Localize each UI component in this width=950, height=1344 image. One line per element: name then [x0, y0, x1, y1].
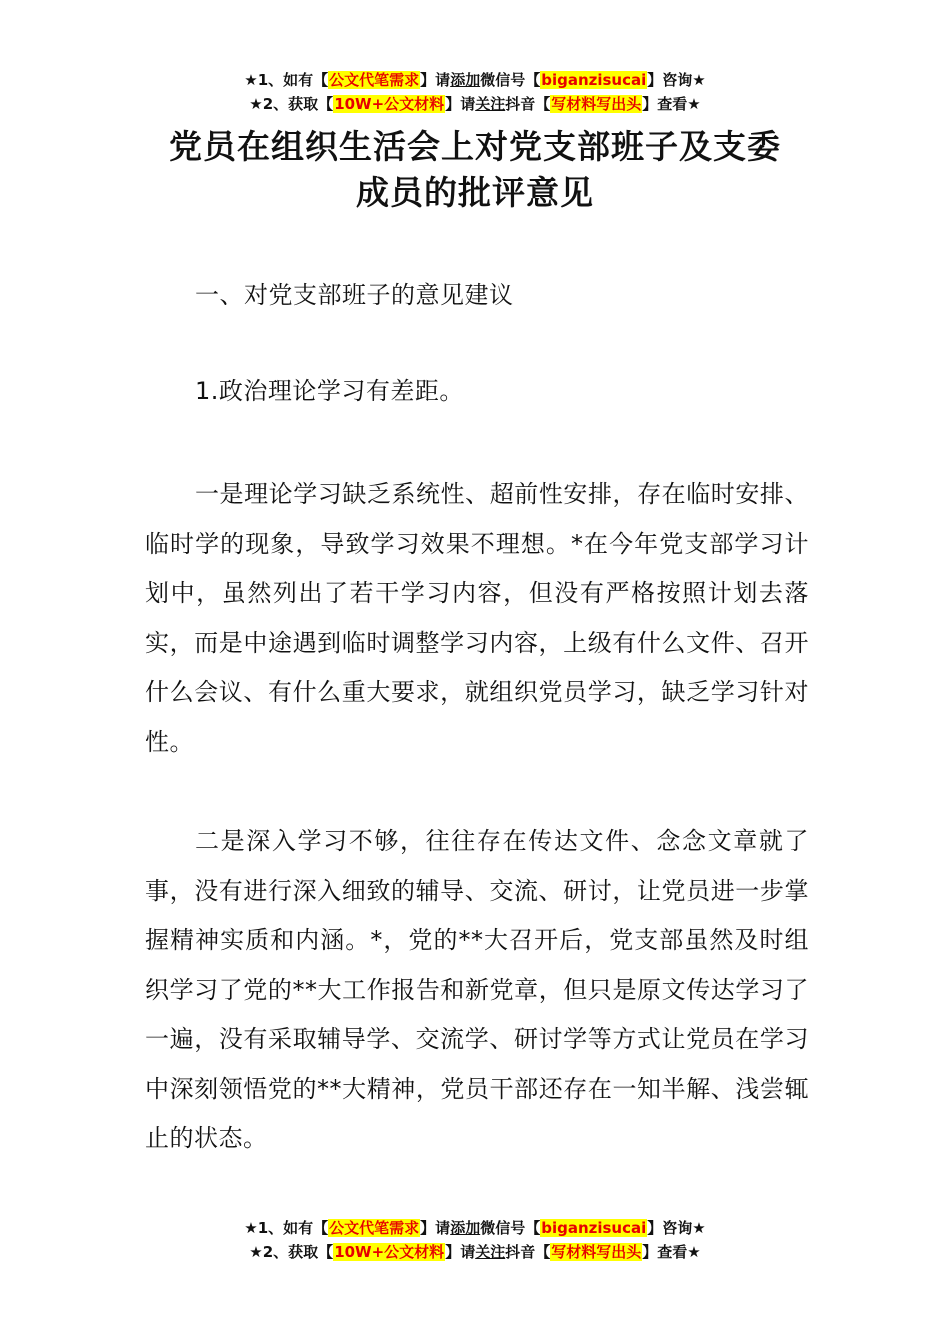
promo-underline: 关注 — [475, 1243, 506, 1261]
document-title — [0, 124, 950, 216]
item-1-heading: 1.政治理论学习有差距。 — [195, 377, 464, 405]
paragraph-1: 一是理论学习缺乏系统性、超前性安排，存在临时安排、临时学的现象，导致学习效果不理想。*在今年党支部学习计划中，虽然列出了若干学习内容，但没有严格按照计划去落实，而是中途遇到临时调整学习内容，上级有什么文件、召开什么会议、有什么重大要求，就组织党员学习，缺乏学习针对性。 — [145, 480, 809, 756]
promo-text: 】请 — [445, 95, 476, 113]
body-paragraph-2 — [145, 817, 809, 1164]
promo-highlight: 10W+公文材料 — [334, 95, 445, 113]
promo-text: 】请 — [420, 71, 451, 89]
promo-text: 微信号【 — [480, 1219, 541, 1237]
promo-underline: 关注 — [475, 95, 506, 113]
promo-highlight: 公文代笔需求 — [329, 71, 420, 89]
body-paragraph-1 — [145, 470, 809, 767]
promo-text: 】咨询★ — [647, 71, 706, 89]
promo-text: ★2、获取【 — [249, 1243, 334, 1261]
title-line-2: 成员的批评意见 — [356, 173, 594, 212]
promo-text: ★2、获取【 — [249, 95, 334, 113]
promo-highlight: 公文代笔需求 — [329, 1219, 420, 1237]
promo-banner-bottom — [0, 1216, 950, 1264]
promo-line-1 — [0, 1216, 950, 1240]
promo-text: 】请 — [420, 1219, 451, 1237]
promo-wechat-id: biganzisucai — [541, 1219, 647, 1237]
item-heading — [145, 367, 809, 417]
promo-underline: 添加 — [450, 71, 481, 89]
promo-highlight: 10W+公文材料 — [334, 1243, 445, 1261]
promo-text: 微信号【 — [480, 71, 541, 89]
promo-line-2 — [0, 1240, 950, 1264]
paragraph-2: 二是深入学习不够，往往存在传达文件、念念文章就了事，没有进行深入细致的辅导、交流、研讨，让党员进一步掌握精神实质和内涵。*，党的**大召开后，党支部虽然及时组织学习了党的**大工作报告和新党章，但只是原文传达学习了一遍，没有采取辅导学、交流学、研讨学等方式让党员在学习中深刻领悟党的**大精神，党员干部还存在一知半解、浅尝辄止的状态。 — [145, 827, 809, 1152]
promo-text: ★1、如有【 — [244, 1219, 329, 1237]
promo-text: 】查看★ — [642, 95, 701, 113]
promo-douyin-id: 写材料写出头 — [551, 95, 642, 113]
section-heading — [145, 271, 809, 321]
title-line-1: 党员在组织生活会上对党支部班子及支委 — [169, 127, 781, 166]
promo-text: 抖音【 — [505, 95, 551, 113]
promo-line-1 — [0, 68, 950, 92]
section-1-heading: 一、对党支部班子的意见建议 — [195, 281, 514, 309]
promo-text: 】咨询★ — [647, 1219, 706, 1237]
promo-text: 】查看★ — [642, 1243, 701, 1261]
promo-wechat-id: biganzisucai — [541, 71, 647, 89]
promo-text: 】请 — [445, 1243, 476, 1261]
promo-text: 抖音【 — [505, 1243, 551, 1261]
promo-text: ★1、如有【 — [244, 71, 329, 89]
promo-banner-top — [0, 68, 950, 116]
promo-line-2 — [0, 92, 950, 116]
promo-douyin-id: 写材料写出头 — [551, 1243, 642, 1261]
promo-underline: 添加 — [450, 1219, 481, 1237]
